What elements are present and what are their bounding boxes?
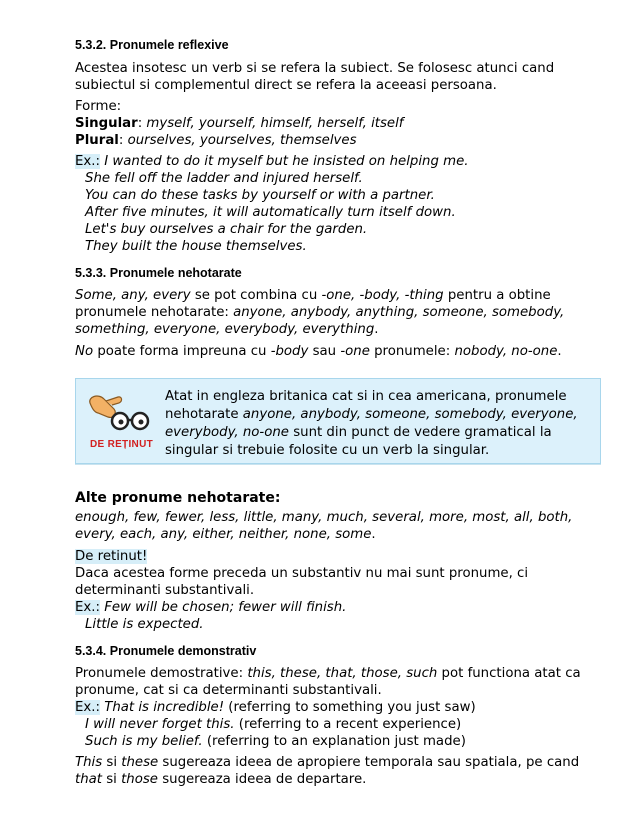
example-line: That is incredible!	[104, 700, 225, 715]
term: -body	[270, 344, 309, 359]
term-list: anyone, anybody, anything, someone, somebody, something, everyone, everybody, everything	[75, 305, 565, 337]
text-run: si	[102, 755, 122, 770]
example-note: (referring to a recent experience)	[234, 717, 462, 732]
reflexive-examples	[75, 153, 605, 255]
example-line: I wanted to do it myself but he insisted on helping me.	[104, 154, 469, 169]
example-line: Such is my belief.	[85, 734, 203, 749]
term: nobody, no-one	[454, 344, 558, 359]
example-line: Few will be chosen; fewer will finish.	[104, 600, 347, 615]
other-pronouns-heading: Alte pronume nehotarate:	[75, 490, 281, 506]
text-run: .	[371, 527, 376, 542]
note-box	[75, 378, 601, 464]
text-run: sugereaza ideea de apropiere temporala sau spatiala, pe cand	[158, 755, 580, 770]
reminder-line	[75, 548, 605, 565]
singular-line: Singular: myself, yourself, himself, herself, itself	[75, 116, 404, 131]
text-run: pentru a obtine pronumele nehotarate:	[75, 288, 551, 320]
plural-label: Plural	[75, 133, 119, 148]
demonstrative-example-2	[75, 716, 605, 733]
example-label: Ex.:	[75, 154, 100, 169]
text-run: Atat in engleza britanica cat si in cea americana, pronumele nehotarate	[165, 389, 567, 422]
text-run: sugereaza ideea de departare.	[157, 772, 367, 787]
reflexive-intro: Acestea insotesc un verb si se refera la subiect. Se folosesc atunci cand subiectul si complementul direct se refera la aceeasi persoana.	[75, 61, 555, 93]
term: that	[75, 772, 103, 787]
singular-label: Singular	[75, 116, 138, 131]
text-run: sau	[308, 344, 341, 359]
text-run: .	[374, 322, 379, 337]
term: -one, -body, -thing	[321, 288, 444, 303]
text-run: .	[557, 344, 562, 359]
reminder-label: DE REȚINUT	[90, 439, 153, 450]
example-note: (referring to an explanation just made)	[202, 734, 466, 749]
indefinite-paragraph-2	[75, 343, 605, 360]
text-run: Pronumele demostrative:	[75, 666, 248, 681]
demonstrative-example-1	[75, 699, 605, 716]
reminder-icon	[84, 393, 156, 449]
demonstrative-example-3	[75, 733, 605, 750]
example-label: Ex.:	[75, 600, 100, 615]
other-example-1	[75, 599, 605, 616]
term-list: anyone, anybody, someone, somebody, everyone, everybody, no-one	[165, 407, 578, 440]
plural-values: ourselves, yourselves, themselves	[127, 133, 357, 148]
example-line: After five minutes, it will automatically turn itself down.	[85, 205, 456, 220]
note-text	[165, 388, 595, 460]
text-run: sunt din punct de vedere gramatical la singular si trebuie folosite cu un verb la singular.	[165, 425, 552, 458]
text-run: pot functiona atat ca pronume, cat si ca determinanti substantivali.	[75, 666, 581, 698]
reminder-text: De retinut!	[75, 549, 148, 564]
text-run: poate forma impreuna cu	[93, 344, 271, 359]
plural-line: Plural: ourselves, yourselves, themselves	[75, 133, 357, 148]
example-line: I will never forget this.	[85, 717, 235, 732]
example-line: She fell off the ladder and injured herself.	[85, 171, 363, 186]
term-list: enough, few, fewer, less, little, many, much, several, more, most, all, both, every, each, any, either, neither, none, some	[75, 510, 573, 542]
section-heading-demonstrative: 5.3.4. Pronumele demonstrativ	[75, 644, 257, 658]
term: these	[121, 755, 159, 770]
other-example-2: Little is expected.	[85, 617, 204, 632]
term: This	[75, 755, 103, 770]
hand-glasses-icon	[84, 393, 156, 435]
term: those	[121, 772, 158, 787]
term: -one	[340, 344, 370, 359]
section-heading-indefinite: 5.3.3. Pronumele nehotarate	[75, 266, 242, 280]
example-line: Let's buy ourselves a chair for the garden.	[85, 222, 368, 237]
demonstrative-paragraph-2	[75, 754, 605, 788]
forms-label: Forme:	[75, 99, 122, 114]
demonstrative-paragraph-1	[75, 665, 605, 699]
other-pronouns-text: Daca acestea forme preceda un substantiv nu mai sunt pronume, ci determinanti substantivali.	[75, 566, 529, 598]
text-run: se pot combina cu	[190, 288, 322, 303]
singular-values: myself, yourself, himself, herself, itself	[146, 116, 404, 131]
indefinite-paragraph-1	[75, 287, 605, 338]
term: No	[75, 344, 94, 359]
text-run: si	[102, 772, 122, 787]
section-heading-reflexive: 5.3.2. Pronumele reflexive	[75, 38, 229, 52]
term-list: this, these, that, those, such	[247, 666, 438, 681]
example-label: Ex.:	[75, 700, 100, 715]
example-line: They built the house themselves.	[85, 239, 307, 254]
other-pronouns-list	[75, 509, 605, 543]
example-line: You can do these tasks by yourself or with a partner.	[85, 188, 435, 203]
term: Some, any, every	[75, 288, 191, 303]
example-note: (referring to something you just saw)	[224, 700, 476, 715]
text-run: pronumele:	[369, 344, 455, 359]
